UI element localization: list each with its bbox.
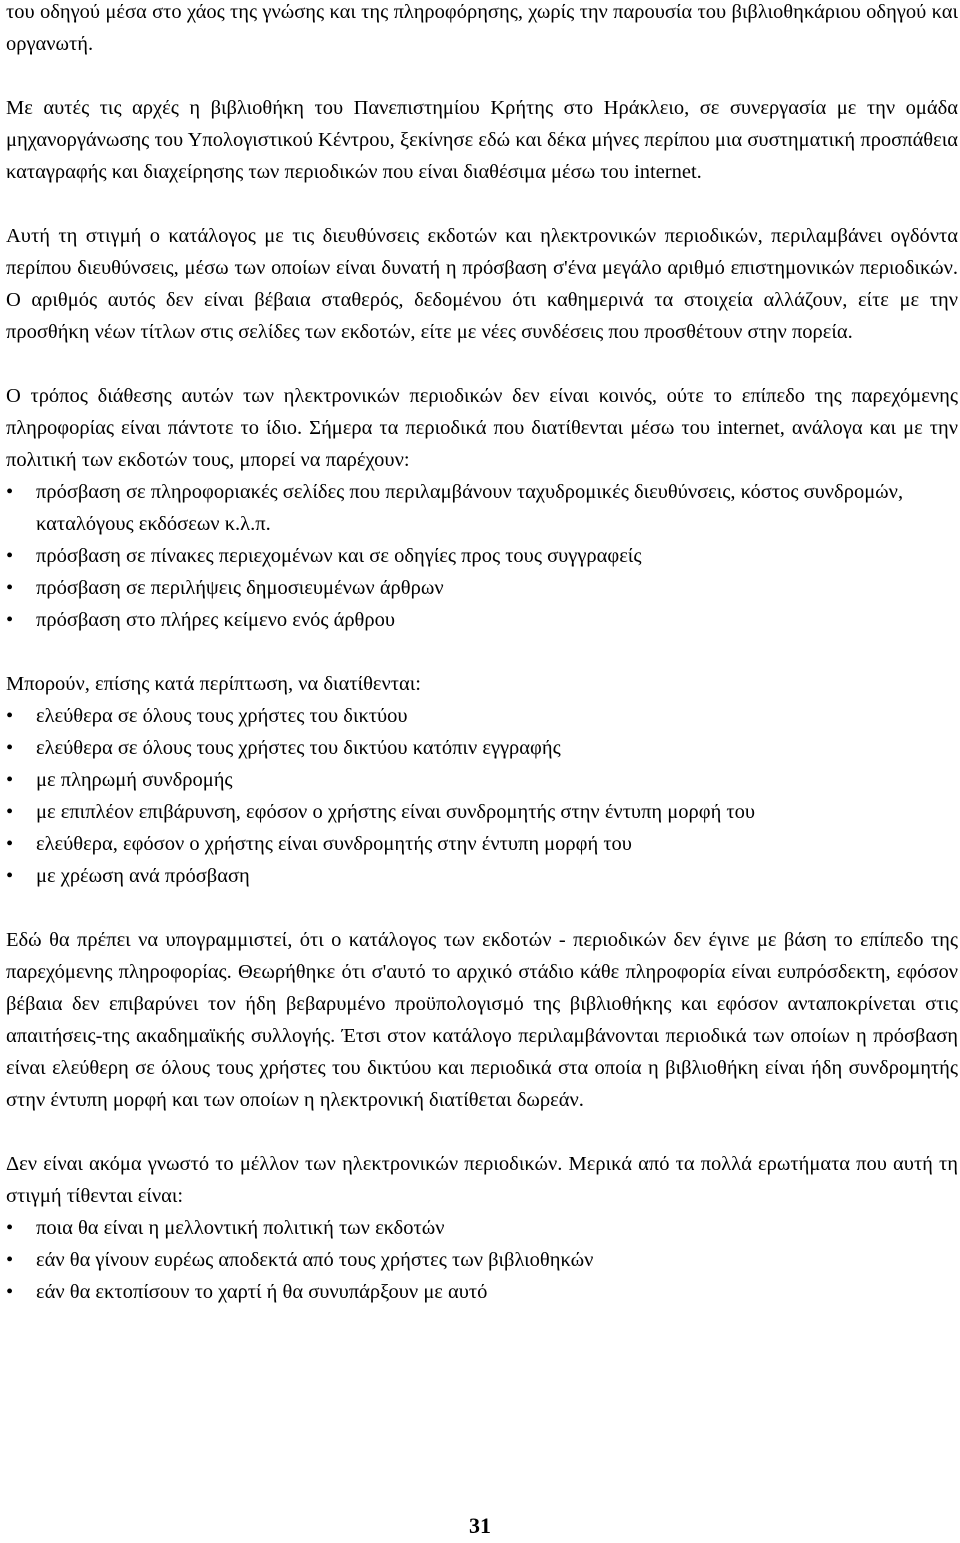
list-item: • με πληρωμή συνδρομής [6, 764, 958, 796]
paragraph-distribution-methods: Ο τρόπος διάθεσης αυτών των ηλεκτρονικών περιοδικών δεν είναι κοινός, ούτε το επίπεδο της παρεχόμενης πληροφορίας είναι πάντοτε το ίδιο. Σήμερα τα περιοδικά που διατίθενται μέσω του internet, ανάλογα και με την πολιτική των εκδοτών τους, μπορεί να παρέχουν: [6, 385, 958, 471]
list-item: • πρόσβαση στο πλήρες κείμενο ενός άρθρου [6, 604, 958, 636]
paragraph-availability-intro: Μπορούν, επίσης κατά περίπτωση, να διατίθενται: [6, 673, 421, 695]
list-item: • με χρέωση ανά πρόσβαση [6, 860, 958, 892]
list-item: • με επιπλέον επιβάρυνση, εφόσον ο χρήστης είναι συνδρομητής στην έντυπη μορφή του [6, 796, 958, 828]
list-item: • πρόσβαση σε περιλήψεις δημοσιευμένων άρθρων [6, 572, 958, 604]
paragraph-gap [6, 188, 958, 220]
paragraph-future-questions: Δεν είναι ακόμα γνωστό το μέλλον των ηλεκτρονικών περιοδικών. Μερικά από τα πολλά ερωτήματα που αυτή τη στιγμή τίθενται είναι: [6, 1153, 958, 1207]
availability-list [6, 700, 958, 892]
paragraph-intro-continuation: του οδηγού μέσα στο χάος της γνώσης και της πληροφόρησης, χωρίς την παρουσία του βιβλιοθηκάριου οδηγού και οργανωτή. [6, 1, 958, 55]
list-item: • ποια θα είναι η μελλοντική πολιτική των εκδοτών [6, 1212, 958, 1244]
list-item: • ελεύθερα σε όλους τους χρήστες του δικτύου [6, 700, 958, 732]
list-item: • εάν θα εκτοπίσουν το χαρτί ή θα συνυπάρξουν με αυτό [6, 1276, 958, 1308]
questions-list [6, 1212, 958, 1308]
paragraph-gap [6, 636, 958, 668]
paragraph-catalog-status: Αυτή τη στιγμή ο κατάλογος με τις διευθύνσεις εκδοτών και ηλεκτρονικών περιοδικών, περιλαμβάνει ογδόντα περίπου διευθύνσεις, μέσω των οποίων είναι δυνατή η πρόσβαση σ'ένα μεγάλο αριθμό επιστημονικών περιοδικών. Ο αριθμός αυτός δεν είναι βέβαια σταθερός, δεδομένου ότι καθημερινά τα στοιχεία αλλάζουν, είτε με την προσθήκη νέων τίτλων στις σελίδες των εκδοτών, είτε με νέες συνδέσεις που προσθέτουν στην πορεία. [6, 225, 958, 343]
list-item: • πρόσβαση σε πίνακες περιεχομένων και σε οδηγίες προς τους συγγραφείς [6, 540, 958, 572]
list-item: • ελεύθερα, εφόσον ο χρήστης είναι συνδρομητής στην έντυπη μορφή του [6, 828, 958, 860]
access-levels-list [6, 476, 958, 636]
paragraph-catalog-criteria: Εδώ θα πρέπει να υπογραμμιστεί, ότι ο κατάλογος των εκδοτών - περιοδικών δεν έγινε με βάση το επίπεδο της παρεχόμενης πληροφορίας. Θεωρήθηκε ότι σ'αυτό το αρχικό στάδιο κάθε πληροφορία είναι ευπρόσδεκτη, εφόσον βέβαια δεν επιβαρύνει τον ήδη βεβαρυμένο προϋπολογισμό της βιβλιοθήκης και εφόσον ανταποκρίνεται στις απαιτήσεις-της ακαδημαϊκής συλλογής. Έτσι στον κατάλογο περιλαμβάνονται περιοδικά των οποίων η πρόσβαση είναι ελεύθερη σε όλους τους χρήστες του δικτύου και περιοδικά στα οποία η βιβλιοθήκη είναι ήδη συνδρομητής στην έντυπη μορφή και των οποίων η ηλεκτρονική διατίθεται δωρεάν. [6, 929, 958, 1111]
list-item: • εάν θα γίνουν ευρέως αποδεκτά από τους χρήστες των βιβλιοθηκών [6, 1244, 958, 1276]
page-number: 31 [469, 1513, 491, 1538]
paragraph-gap [6, 1116, 958, 1148]
document-page [6, 0, 958, 1308]
paragraph-gap [6, 892, 958, 924]
paragraph-library-initiative: Με αυτές τις αρχές η βιβλιοθήκη του Πανεπιστημίου Κρήτης στο Ηράκλειο, σε συνεργασία με την ομάδα μηχανοργάνωσης του Υπολογιστικού Κέντρου, ξεκίνησε εδώ και δέκα μήνες περίπου μια συστηματική προσπάθεια καταγραφής και διαχείρησης των περιοδικών που είναι διαθέσιμα μέσω του internet. [6, 97, 958, 183]
paragraph-gap [6, 348, 958, 380]
paragraph-gap [6, 60, 958, 92]
list-item: • ελεύθερα σε όλους τους χρήστες του δικτύου κατόπιν εγγραφής [6, 732, 958, 764]
list-item: • πρόσβαση σε πληροφοριακές σελίδες που περιλαμβάνουν ταχυδρομικές διευθύνσεις, κόστος συνδρομών, καταλόγους εκδόσεων κ.λ.π. [6, 476, 958, 540]
